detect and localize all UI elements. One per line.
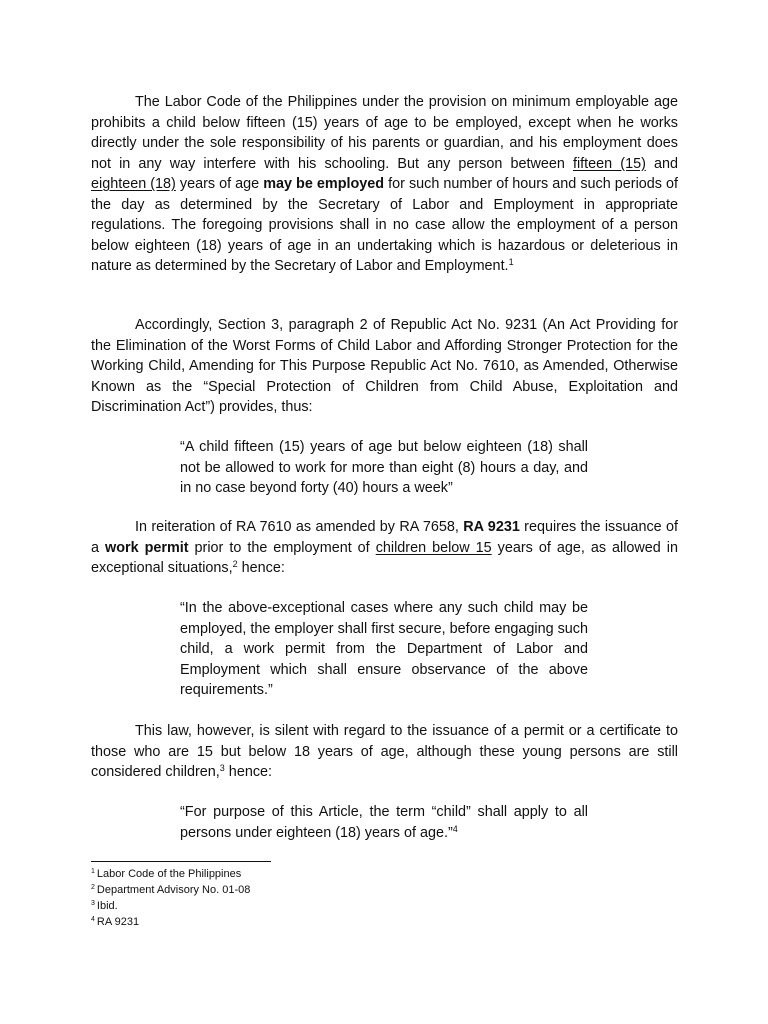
text-run: hence:: [237, 560, 285, 576]
footnote-text: Labor Code of the Philippines: [96, 868, 242, 880]
underlined-text: children below 15: [375, 539, 492, 556]
footnote-3: [91, 898, 118, 914]
block-quote-working-hours: [180, 437, 588, 499]
footnote-text: RA 9231: [96, 916, 140, 928]
text-run: hence:: [224, 764, 273, 780]
bold-text: may be employed: [263, 176, 385, 192]
block-quote-work-permit: [180, 598, 588, 701]
footnote-ref[interactable]: 2: [232, 559, 238, 569]
footnote-ref[interactable]: 3: [219, 763, 225, 773]
bold-text: RA 9231: [463, 519, 520, 535]
text-run: years of age: [175, 176, 264, 192]
text-run: years of age, as allowed in exceptional situations,: [91, 539, 679, 576]
footnote-ref[interactable]: 4: [452, 823, 458, 834]
block-quote-child-definition: [180, 802, 588, 843]
text-run: The Labor Code of the Philippines under the provision on minimum employable age prohibits a child below fifteen (15) years of age to be employed, except when he works directly under the sole responsibility of his parents or guardian, and his employment does not in any way interfere with his schooling. But any person between: [91, 94, 678, 172]
footnote-4: [91, 914, 139, 930]
footnote-2: [91, 882, 250, 898]
footnote-number: 1: [91, 868, 95, 875]
paragraph-ra-9231: [91, 315, 678, 418]
footnote-text: Ibid.: [96, 900, 118, 912]
text-run: requires the issuance of a: [91, 519, 678, 556]
footnote-number: 4: [91, 916, 95, 923]
text-run: In reiteration of RA 7610 as amended by RA 7658,: [135, 519, 464, 535]
text-run: “In the above-exceptional cases where any such child may be employed, the employer shall first secure, before engaging such child, a work permit from the Department of Labor and Employment which shall ensure observance of the above requirements.”: [180, 600, 588, 698]
text-run: Accordingly, Section 3, paragraph 2 of Republic Act No. 9231 (An Act Providing for the Elimination of the Worst Forms of Child Labor and Affording Stronger Protection for the Working Child, Amending for This Purpose Republic Act No. 7610, as Amended, Otherwise Known as the “Special Protection of Children from Child Abuse, Exploitation and Discrimination Act”) provides, thus:: [91, 317, 678, 415]
paragraph-silent-law: [91, 721, 678, 783]
bold-text: work permit: [105, 539, 189, 556]
underlined-text: fifteen (15): [572, 155, 646, 172]
footnote-number: 3: [91, 900, 95, 907]
paragraph-labor-code: [91, 92, 678, 277]
text-run: This law, however, is silent with regard to the issuance of a permit or a certificate to those who are 15 but below 18 years of age, although these young persons are still considered children,: [91, 723, 678, 780]
text-run: “For purpose of this Article, the term “child” shall apply to all persons under eighteen (18) years of age.”: [180, 804, 588, 841]
footnote-1: [91, 866, 241, 882]
underlined-text: eighteen (18): [91, 176, 176, 192]
footnote-text: Department Advisory No. 01-08: [96, 884, 251, 896]
footnote-ref[interactable]: 1: [508, 257, 514, 267]
paragraph-work-permit: [91, 517, 678, 579]
footnote-number: 2: [91, 884, 95, 891]
text-run: “A child fifteen (15) years of age but below eighteen (18) shall not be allowed to work for more than eight (8) hours a day, and in no case beyond forty (40) hours a week”: [180, 439, 588, 496]
footnote-divider: [91, 861, 271, 862]
text-run: for such number of hours and such periods of the day as determined by the Secretary of Labor and Employment in appropriate regulations. The foregoing provisions shall in no case allow the employment of a person below eighteen (18) years of age in an undertaking which is hazardous or deleterious in nature as determined by the Secretary of Labor and Employment.: [91, 176, 679, 274]
text-run: prior to the employment of: [188, 539, 376, 556]
text-run: and: [645, 155, 678, 172]
